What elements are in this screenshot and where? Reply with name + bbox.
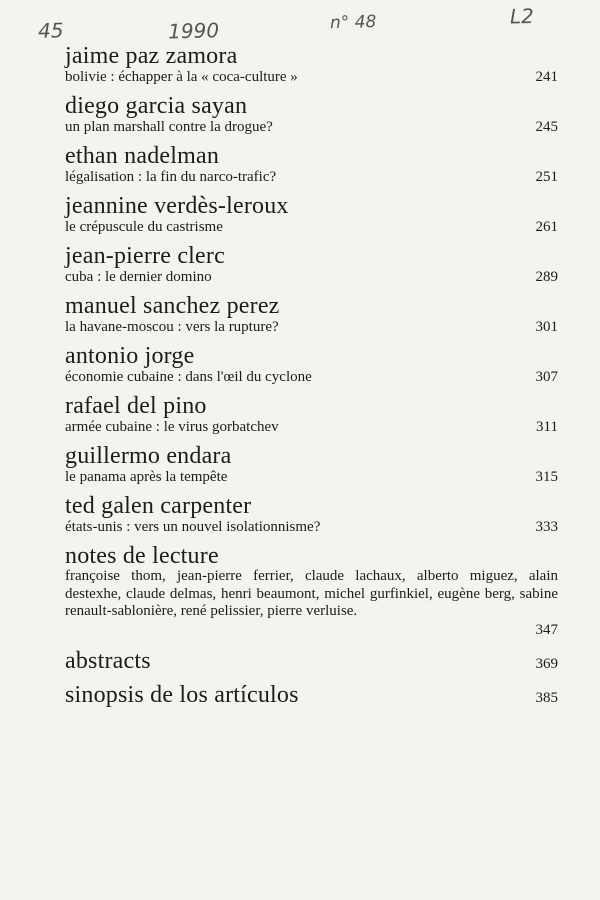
toc-entry: [65, 344, 558, 386]
entry-author: ethan nadelman: [65, 143, 220, 169]
entry-page: 315: [535, 469, 558, 485]
entry-title: la havane-moscou : vers la rupture?: [65, 319, 279, 335]
entry-row: [65, 118, 558, 136]
entry-title: bolivie : échapper à la « coca-culture »: [65, 69, 298, 85]
entry-page: 311: [536, 419, 558, 435]
sinopsis-page: 385: [535, 689, 558, 706]
toc-entry: [65, 394, 558, 436]
toc-entry: [65, 194, 558, 236]
entry-author: jaime paz zamora: [65, 43, 238, 69]
entry-row: [65, 418, 558, 436]
handwritten-issue: n° 48: [329, 12, 377, 34]
entry-author: rafael del pino: [65, 393, 207, 419]
entry-page: 261: [535, 219, 558, 235]
sinopsis-label: sinopsis de los artículos: [65, 681, 299, 708]
handwritten-year: 1990: [167, 18, 220, 44]
notes-entry: [65, 544, 558, 639]
entry-page: 301: [535, 319, 558, 335]
toc-entry: [65, 494, 558, 536]
entry-row: [65, 68, 558, 86]
entry-title: états-unis : vers un nouvel isolationnisme?: [65, 519, 321, 535]
entry-author: antonio jorge: [65, 343, 195, 369]
table-of-contents: [65, 44, 558, 707]
entry-page: 307: [535, 369, 558, 385]
handwritten-volume: 45: [37, 18, 64, 43]
entry-author: manuel sanchez perez: [65, 293, 280, 319]
entry-author: guillermo endara: [65, 443, 232, 469]
entry-author: diego garcia sayan: [65, 93, 248, 119]
entry-row: [65, 168, 558, 186]
toc-entry: [65, 44, 558, 86]
entry-author: jean-pierre clerc: [65, 243, 225, 269]
entry-row: [65, 318, 558, 336]
entry-page: 333: [535, 519, 558, 535]
entry-title: économie cubaine : dans l'œil du cyclone: [65, 369, 312, 385]
abstracts-page: 369: [535, 655, 558, 672]
sinopsis-entry: [65, 683, 558, 707]
toc-entry: [65, 294, 558, 336]
toc-entry: [65, 444, 558, 486]
entry-page: 289: [535, 269, 558, 285]
handwritten-code: L2: [509, 3, 535, 29]
entry-author: ted galen carpenter: [65, 493, 252, 519]
toc-entries: [65, 44, 558, 536]
entry-title: le panama après la tempête: [65, 469, 228, 485]
entry-row: [65, 468, 558, 486]
entry-row: [65, 268, 558, 286]
entry-title: armée cubaine : le virus gorbatchev: [65, 419, 279, 435]
entry-title: légalisation : la fin du narco-trafic?: [65, 169, 277, 185]
entry-row: [65, 518, 558, 536]
toc-entry: [65, 144, 558, 186]
entry-title: cuba : le dernier domino: [65, 269, 212, 285]
notes-page: 347: [535, 621, 558, 638]
abstracts-label: abstracts: [65, 647, 151, 674]
toc-entry: [65, 94, 558, 136]
entry-page: 251: [535, 169, 558, 185]
notes-heading: notes de lecture: [65, 543, 219, 569]
entry-title: le crépuscule du castrisme: [65, 219, 223, 235]
notes-text: françoise thom, jean-pierre ferrier, claude lachaux, alberto miguez, alain destexhe, claude delmas, henri beaumont, michel gurfinkiel, eugène berg, sabine renault-sablonière, rené pelissier, pierre verluise.: [65, 568, 558, 619]
toc-entry: [65, 244, 558, 286]
entry-row: [65, 218, 558, 236]
notes-page-row: [65, 621, 558, 639]
abstracts-entry: [65, 649, 558, 673]
handwritten-annotations: [0, 0, 600, 48]
entry-page: 245: [535, 119, 558, 135]
entry-author: jeannine verdès-leroux: [65, 193, 289, 219]
entry-row: [65, 368, 558, 386]
entry-title: un plan marshall contre la drogue?: [65, 119, 273, 135]
notes-authors: [65, 568, 558, 621]
entry-page: 241: [535, 69, 558, 85]
